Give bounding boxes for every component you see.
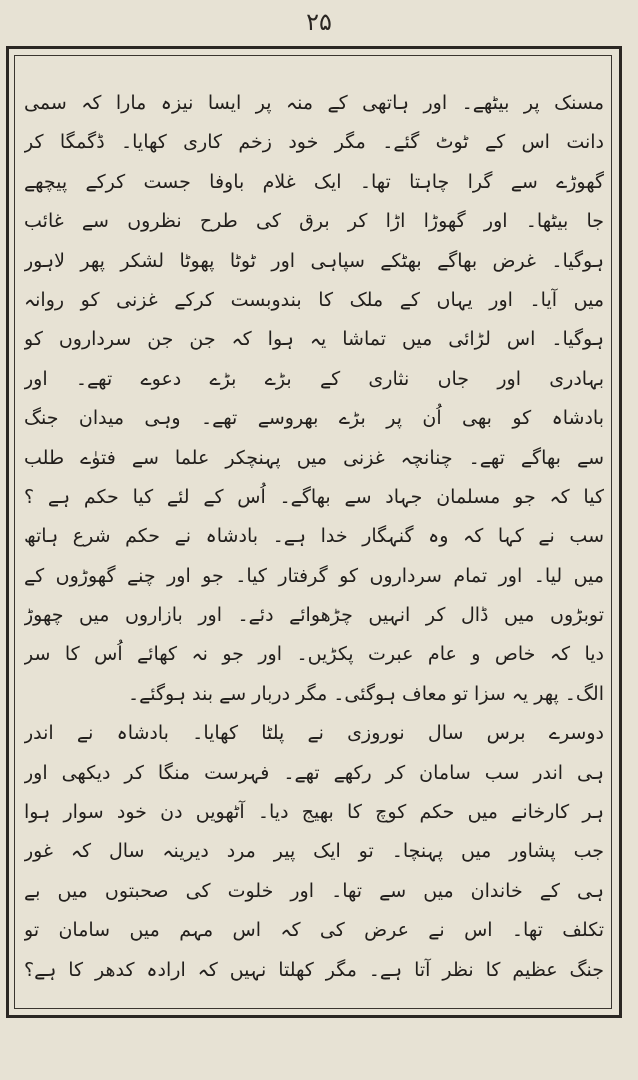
text-line: جنگ عظیم کا نظر آتا ہے۔ مگر کھلتا نہیں کہ ارادہ کدھر کا ہے؟ <box>24 958 604 981</box>
text-line: ہوگیا۔ غرض بھاگے بھٹکے سپاہی اور ٹوٹا پھوٹا لشکر پھر لاہور <box>24 249 604 272</box>
text-line: تکلف تھا۔ اس نے عرض کی کہ اس مہم میں سامان تو <box>24 919 604 942</box>
text-line: دوسرے برس سال نوروزی نے پلٹا کھایا۔ بادشاہ نے اندر <box>24 722 604 745</box>
text-line: ہوگیا۔ اس لڑائی میں تماشا یہ ہوا کہ جن جن سرداروں کو <box>24 328 604 351</box>
text-line: دانت اس کے ٹوٹ گئے۔ مگر خود زخم کاری کھایا۔ ڈگمگا کر <box>24 131 604 154</box>
text-line: ہی اندر سب سامان کر رکھے تھے۔ فہرست منگا کر دیکھی اور <box>24 761 604 784</box>
text-line: دیا کہ خاص و عام عبرت پکڑیں۔ اور جو نہ کھائے اُس کا سر <box>24 643 604 666</box>
text-line: الگ۔ پھر یہ سزا تو معاف ہوگئی۔ مگر دربار سے بند ہوگئے۔ <box>128 682 604 705</box>
text-line: سے بھاگے تھے۔ چنانچہ غزنی میں پہنچکر علما سے فتوٰے طلب <box>24 446 604 469</box>
text-line: کیا کہ جو مسلمان جہاد سے بھاگے۔ اُس کے لئے کیا حکم ہے ؟ <box>24 485 604 508</box>
text-line: ہر کارخانے میں حکم کوچ کا بھیج دیا۔ آٹھویں دن خود سوار ہوا <box>24 801 604 824</box>
text-line: میں آیا۔ اور یہاں کے ملک کا بندوبست کرکے غزنی کو روانہ <box>24 288 604 311</box>
text-line: بادشاہ کو بھی اُن پر بڑے بھروسے تھے۔ وہی میدان جنگ <box>24 407 604 430</box>
text-line: جا بیٹھا۔ اور گھوڑا اڑا کر برق کی طرح نظروں سے غائب <box>24 210 604 233</box>
page-number: ۲۵ <box>306 8 332 36</box>
text-line: مسنک پر بیٹھے۔ اور ہاتھی کے منہ پر ایسا نیزہ مارا کہ سمی <box>24 92 604 114</box>
text-line: جب پشاور میں پہنچا۔ تو ایک پیر مرد دیرینہ سال کہ غور <box>24 840 604 863</box>
text-line: میں لیا۔ اور تمام سرداروں کو گرفتار کیا۔ جو اور چنے گھوڑوں کے <box>24 564 604 587</box>
text-line: توبڑوں میں ڈال کر انہیں چڑھوائے دئے۔ اور بازاروں میں چھوڑ <box>24 604 604 627</box>
text-line: بہادری اور جاں نثاری کے بڑے بڑے دعوے تھے۔ اور <box>24 367 604 390</box>
text-line: گھوڑے سے گرا چاہتا تھا۔ ایک غلام باوفا جست کرکے پیچھے <box>24 170 604 193</box>
text-line: ہی کے خاندان میں سے تھا۔ اور خلوت کی صحبتوں میں بے <box>24 879 604 902</box>
text-line: سب نے کہا کہ وہ گنہگار خدا ہے۔ بادشاہ نے حکم شرع ہاتھ <box>24 525 604 548</box>
text-body <box>24 84 604 990</box>
